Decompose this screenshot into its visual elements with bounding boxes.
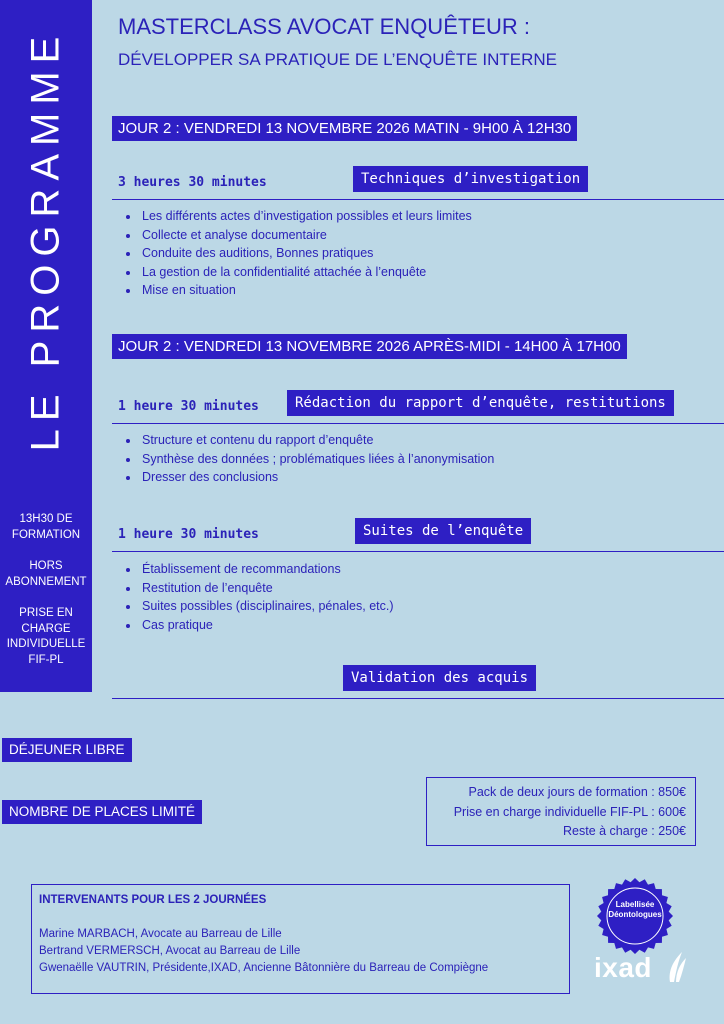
note-duration: 13H30 DE FORMATION: [11, 513, 81, 541]
divider: [112, 551, 724, 552]
module-duration: 1 heure 30 minutes: [118, 399, 259, 414]
module-items: [122, 431, 494, 487]
list-item: • Mise en situation: [140, 281, 472, 300]
speaker-item: Bertrand VERMERSCH, Avocat au Barreau de Lille: [39, 945, 301, 957]
list-item: • Les différents actes d’investigation possibles et leurs limites: [140, 207, 472, 226]
divider: [112, 698, 724, 699]
price-pack: Pack de deux jours de formation : 850€: [468, 785, 686, 799]
speaker-item: Gwenaëlle VAUTRIN, Présidente,IXAD, Ancienne Bâtonnière du Barreau de Compiègne: [39, 962, 489, 974]
sidebar-title: LE PROGRAMME: [23, 28, 68, 452]
seal-line-1: Labellisée: [615, 900, 655, 909]
price-remaining: Reste à charge : 250€: [563, 824, 686, 838]
list-item: • Structure et contenu du rapport d’enquête: [140, 431, 494, 450]
list-item: • Collecte et analyse documentaire: [140, 226, 472, 245]
note-funding: PRISE EN CHARGE INDIVIDUELLE FIF-PL: [6, 607, 86, 666]
list-item: • Conduite des auditions, Bonnes pratiques: [140, 244, 472, 263]
sidebar: [0, 0, 92, 692]
page-title: MASTERCLASS AVOCAT ENQUÊTEUR :: [118, 14, 530, 39]
module-title: Rédaction du rapport d’enquête, restitutions: [287, 390, 674, 416]
module-duration: 3 heures 30 minutes: [118, 175, 267, 190]
list-item: • Suites possibles (disciplinaires, pénales, etc.): [140, 597, 394, 616]
speaker-item: Marine MARBACH, Avocate au Barreau de Lille: [39, 928, 282, 940]
divider: [112, 423, 724, 424]
divider: [112, 199, 724, 200]
page-subtitle: DÉVELOPPER SA PRATIQUE DE L’ENQUÊTE INTERNE: [118, 50, 557, 69]
list-item: • Synthèse des données ; problématiques liées à l’anonymisation: [140, 450, 494, 469]
speakers-heading: INTERVENANTS POUR LES 2 JOURNÉES: [39, 894, 267, 906]
list-item: • Établissement de recommandations: [140, 560, 394, 579]
module-items: [122, 560, 394, 634]
places-badge: NOMBRE DE PLACES LIMITÉ: [2, 800, 202, 824]
module-title: Techniques d’investigation: [353, 166, 588, 192]
note-subscription: HORS ABONNEMENT: [5, 560, 87, 588]
leaf-icon: [664, 950, 688, 984]
module-items: [122, 207, 472, 300]
day-banner-morning: JOUR 2 : VENDREDI 13 NOVEMBRE 2026 MATIN - 9H00 À 12H30: [112, 116, 577, 141]
validation-label: Validation des acquis: [343, 665, 536, 691]
day-banner-afternoon: JOUR 2 : VENDREDI 13 NOVEMBRE 2026 APRÈS-MIDI - 14H00 À 17H00: [112, 334, 627, 359]
seal-line-2: Déontologues: [608, 910, 662, 919]
list-item: • Dresser des conclusions: [140, 468, 494, 487]
ixad-logo: ixad: [594, 952, 653, 983]
price-funding: Prise en charge individuelle FIF-PL : 600€: [453, 804, 686, 819]
list-item: • Cas pratique: [140, 616, 394, 635]
list-item: • La gestion de la confidentialité attachée à l’enquête: [140, 263, 472, 282]
lunch-badge: DÉJEUNER LIBRE: [2, 738, 132, 762]
speakers-box: [31, 884, 570, 994]
sidebar-notes: [0, 512, 92, 684]
seal-text: [590, 900, 680, 920]
module-duration: 1 heure 30 minutes: [118, 527, 259, 542]
module-title: Suites de l’enquête: [355, 518, 531, 544]
list-item: • Restitution de l’enquête: [140, 579, 394, 598]
pricing-box: [426, 777, 696, 846]
